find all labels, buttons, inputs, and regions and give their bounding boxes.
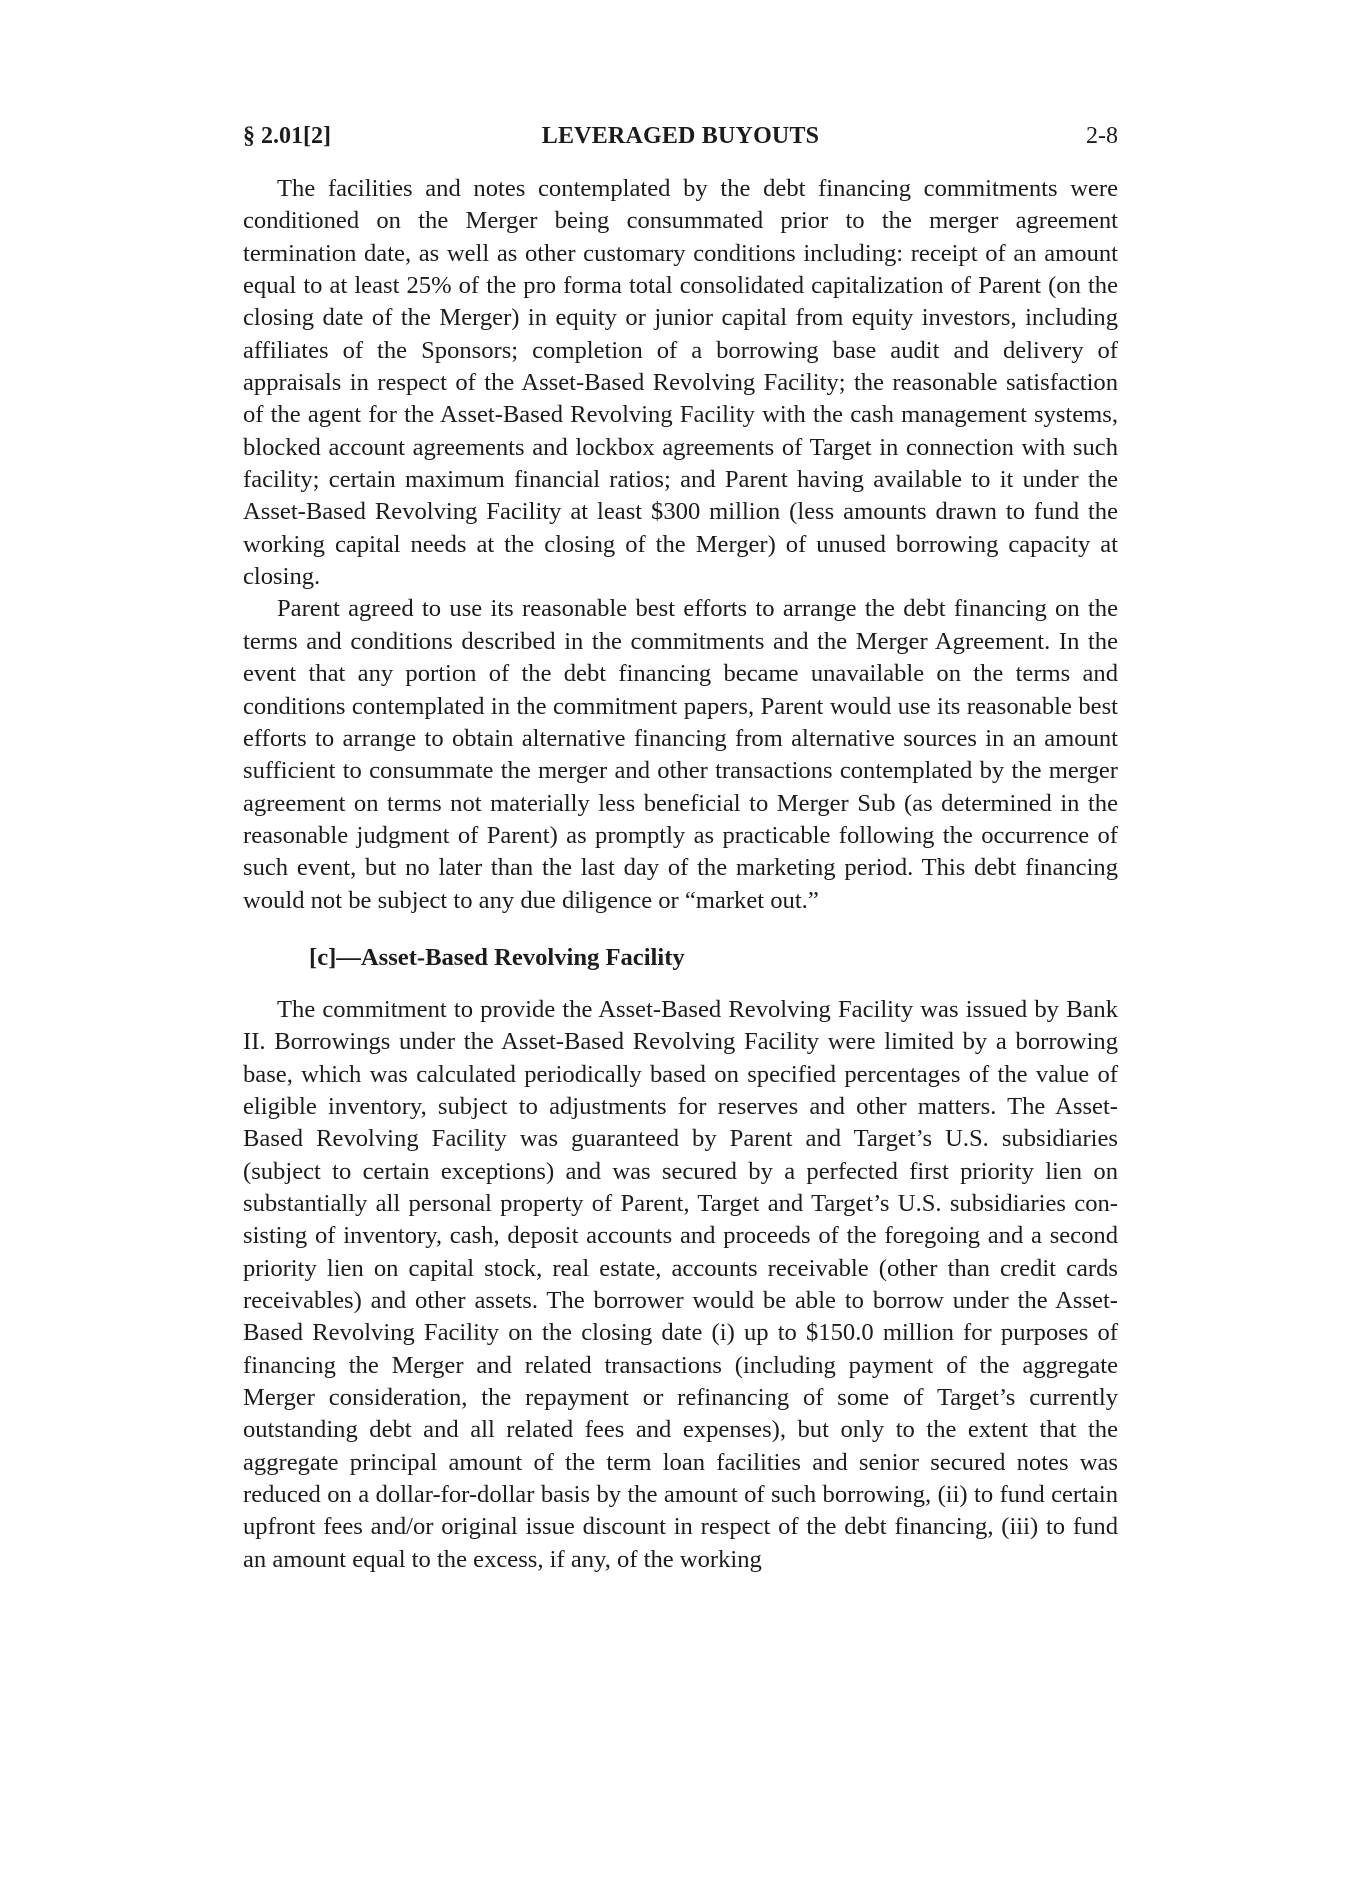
paragraph-asset-based-facility: The commitment to provide the Asset-Based Revolving Facility was issued by Bank II. Borrowings under the Asset-Based Revolving Facility were limited by a borrowing base, which was calculated periodically based on specified percentages of the value of eligible inventory, subject to adjustments for reserves and other matters. The Asset-Based Revolving Facility was guaranteed by Parent and Target’s U.S. subsidiaries (subject to certain exceptions) and was secured by a perfected first priority lien on substantially all personal property of Parent, Target and Target’s U.S. subsidiaries consisting of inventory, cash, deposit accounts and proceeds of the foregoing and a second priority lien on capital stock, real estate, accounts receivable (other than credit cards receivables) and other assets. The borrower would be able to borrow under the Asset-Based Revolving Facility on the closing date (i) up to $150.0 million for purposes of financing the Merger and related transactions (including payment of the aggregate Merger consideration, the repayment or refinancing of some of Target’s currently outstanding debt and all related fees and expenses), but only to the extent that the aggregate principal amount of the term loan facilities and senior secured notes was reduced on a dollar-for-dollar basis by the amount of such borrowing, (ii) to fund certain upfront fees and/or original issue discount in respect of the debt financing, (iii) to fund an amount equal to the excess, if any, of the working xyxy=(243,995,1118,1573)
section-subheading: [c]—Asset-Based Revolving Facility xyxy=(309,943,685,971)
page-number: 2-8 xyxy=(1086,123,1118,149)
running-header xyxy=(243,116,1118,156)
running-title: LEVERAGED BUYOUTS xyxy=(541,123,820,149)
paragraph-best-efforts: Parent agreed to use its reasonable best efforts to arrange the debt financing on the terms and conditions described in the commitments and the Merger Agreement. In the event that any portion of the debt financing became unavailable on the terms and conditions contemplated in the commitment papers, Parent would use its reasonable best efforts to arrange to obtain alternative financing from alternative sources in an amount sufficient to consummate the merger and other transactions contemplated by the merger agreement on terms not materially less beneficial to Merger Sub (as determined in the reasonable judgment of Parent) as promptly as practicable following the occurrence of such event, but no later than the last day of the marketing period. This debt financing would not be subject to any due diligence or “market out.” xyxy=(243,595,1118,914)
paragraph-debt-financing-conditions: The facilities and notes contemplated by the debt financing commitments were conditioned on the Merger being consummated prior to the merger agreement termination date, as well as other customary conditions including: receipt of an amount equal to at least 25% of the pro forma total consolidated capitalization of Parent (on the closing date of the Merger) in equity or junior capital from equity investors, including affiliates of the Sponsors; completion of a borrowing base audit and delivery of appraisals in respect of the Asset-Based Revolving Facility; the reasonable satisfaction of the agent for the Asset-Based Revolving Facility with the cash management systems, blocked account agreements and lockbox agreements of Target in connection with such facility; certain maximum financial ratios; and Parent having available to it under the Asset-Based Revolving Facility at least $300 million (less amounts drawn to fund the working capital needs at the closing of the Merger) of unused borrowing capacity at closing. xyxy=(243,175,1118,591)
section-number: § 2.01[2] xyxy=(243,123,331,149)
document-page xyxy=(243,116,1118,1576)
